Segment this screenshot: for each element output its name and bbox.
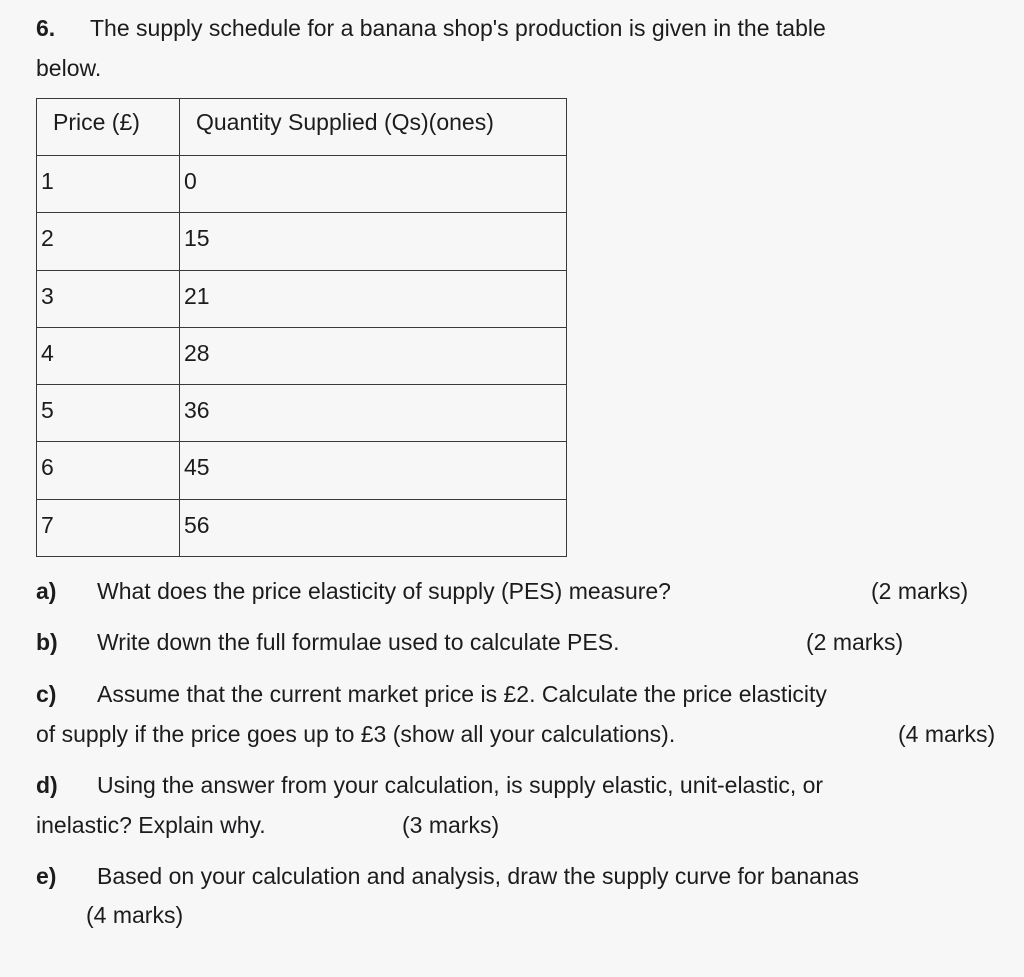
part-e-marks: (4 marks) xyxy=(86,902,184,928)
part-d-marks: (3 marks) xyxy=(402,812,500,838)
table-row xyxy=(37,270,567,327)
question-text-line1: The supply schedule for a banana shop's production is given in the table xyxy=(90,15,826,41)
cell-price: 5 xyxy=(37,385,180,442)
part-b-marks: (2 marks) xyxy=(806,629,904,655)
table-row xyxy=(37,156,567,213)
part-c-marks: (4 marks) xyxy=(898,721,996,747)
part-e-text-line1: Based on your calculation and analysis, draw the supply curve for bananas xyxy=(97,863,860,889)
cell-quantity: 28 xyxy=(180,327,567,384)
cell-quantity: 56 xyxy=(180,499,567,556)
cell-quantity: 15 xyxy=(180,213,567,270)
part-a-marks: (2 marks) xyxy=(871,578,969,604)
table-header-row xyxy=(37,99,567,156)
part-c-text-line1: Assume that the current market price is £2. Calculate the price elasticity xyxy=(97,681,827,707)
part-e-label: e) xyxy=(36,863,57,889)
table-row xyxy=(37,442,567,499)
question-text-line2: below. xyxy=(36,55,102,81)
cell-quantity: 36 xyxy=(180,385,567,442)
table-row xyxy=(37,213,567,270)
part-d-text-line1: Using the answer from your calculation, is supply elastic, unit-elastic, or xyxy=(97,772,824,798)
cell-price: 2 xyxy=(37,213,180,270)
table-row xyxy=(37,499,567,556)
header-quantity-supplied: Quantity Supplied (Qs)(ones) xyxy=(180,99,567,156)
cell-price: 7 xyxy=(37,499,180,556)
cell-quantity: 0 xyxy=(180,156,567,213)
part-d-text-line2: inelastic? Explain why. xyxy=(36,812,266,838)
table-row xyxy=(37,327,567,384)
supply-schedule-table xyxy=(36,98,567,557)
cell-quantity: 21 xyxy=(180,270,567,327)
part-c-label: c) xyxy=(36,681,57,707)
part-a-text: What does the price elasticity of supply (PES) measure? xyxy=(97,578,671,604)
cell-price: 3 xyxy=(37,270,180,327)
question-number: 6. xyxy=(36,15,56,41)
cell-price: 6 xyxy=(37,442,180,499)
part-c-text-line2: of supply if the price goes up to £3 (show all your calculations). xyxy=(36,721,676,747)
table-row xyxy=(37,385,567,442)
header-price: Price (£) xyxy=(37,99,180,156)
part-a-label: a) xyxy=(36,578,57,604)
part-d-label: d) xyxy=(36,772,58,798)
part-b-label: b) xyxy=(36,629,58,655)
part-b-text: Write down the full formulae used to calculate PES. xyxy=(97,629,620,655)
cell-price: 4 xyxy=(37,327,180,384)
cell-price: 1 xyxy=(37,156,180,213)
cell-quantity: 45 xyxy=(180,442,567,499)
